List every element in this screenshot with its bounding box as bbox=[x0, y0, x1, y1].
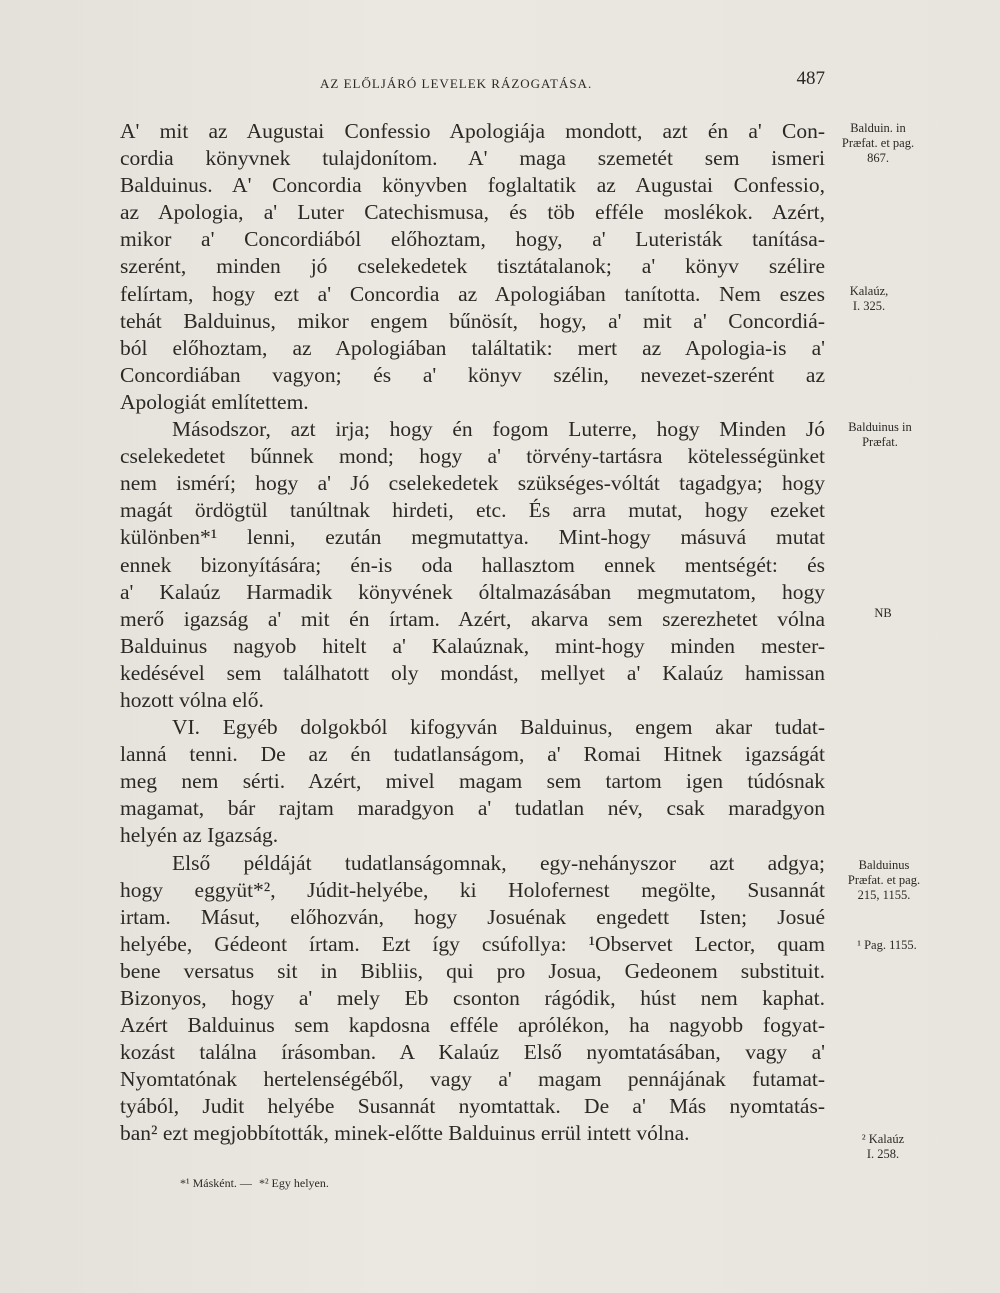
margin-note: Balduin. in Præfat. et pag. 867. bbox=[841, 121, 915, 165]
running-title: AZ ELŐLJÁRÓ LEVELEK RÁZOGATÁSA. bbox=[320, 76, 593, 91]
text-line: Apologiát említettem. bbox=[120, 389, 309, 414]
text-line: szerént, minden jó cselekedetek tisztátalanok; a' könyv szélire bbox=[120, 254, 825, 279]
page-header bbox=[120, 68, 825, 98]
margin-note: ¹ Pag. 1155. bbox=[857, 938, 917, 952]
text-line: Bizonyos, hogy a' mely Eb csonton rágódik, húst nem kaphat. bbox=[120, 986, 825, 1010]
text-line: ban² ezt megjobbították, minek-előtte Balduinus errül intett vólna. bbox=[120, 1121, 690, 1146]
text-line: különben*¹ lenni, ezután megmutattya. Mint-hogy másuvá mutat bbox=[120, 525, 825, 550]
text-line: ennek bizonyítására; én-is oda hallasztom ennek mentségét: és bbox=[120, 552, 825, 577]
text-line: helyébe, Gédeont írtam. Ezt így csúfollya: ¹Observet Lector, quam bbox=[120, 931, 825, 956]
footnote: *² Egy helyen. bbox=[258, 1176, 329, 1190]
text-line: nem ismérí; hogy a' Jó cselekedetek szükséges-vóltát tagadgya; hogy bbox=[120, 471, 825, 496]
text-line: kedésével sem találhatott oly mondást, mellyet a' Kalaúz hamissan bbox=[120, 660, 825, 685]
text-line: VI. Egyéb dolgokból kifogyván Balduinus, engem akar tudat- bbox=[172, 715, 825, 740]
text-line: lanná tenni. De az én tudatlanságom, a' Romai Hitnek igazságát bbox=[120, 742, 825, 767]
text-line: Balduinus. A' Concordia könyvben foglaltatik az Augustai Confessio, bbox=[120, 173, 825, 198]
text-line: tehát Balduinus, mikor engem bűnösít, hogy, a' mit a' Concordiá- bbox=[120, 308, 825, 333]
text-line: Concordiában vagyon; és a' könyv szélin, nevezet-szerént az bbox=[120, 362, 825, 387]
text-line: az Apologia, a' Luter Catechismusa, és töb efféle moslékok. Azért, bbox=[120, 200, 825, 225]
margin-note: Kalaúz, I. 325. bbox=[849, 284, 889, 313]
text-line: bene versatus sit in Bibliis, qui pro Josua, Gedeonem substituit. bbox=[120, 958, 825, 983]
text-line: merő igazság a' mit én írtam. Azért, akarva sem szerezhetet vólna bbox=[120, 606, 825, 631]
text-line: a' Kalaúz Harmadik könyvének óltalmazásában megmutatom, hogy bbox=[120, 579, 825, 604]
text-line: magamat, bár rajtam maradgyon a' tudatlan név, csak maradgyon bbox=[120, 796, 825, 821]
text-line: cordia könyvnek tulajdonítom. A' maga szemetét sem ismeri bbox=[120, 146, 825, 171]
text-line: helyén az Igazság. bbox=[120, 823, 279, 848]
margin-note: Balduinus Præfat. et pag. 215, 1155. bbox=[847, 858, 921, 902]
margin-note: ² Kalaúz I. 258. bbox=[861, 1132, 905, 1161]
text-line: irtam. Másut, előhozván, hogy Josuénak engedett Isten; Josué bbox=[120, 904, 825, 929]
text-line: felírtam, hogy ezt a' Concordia az Apologiában tanította. Nem eszes bbox=[120, 281, 825, 306]
text-line: Azért Balduinus sem kapdosna efféle aprólékon, ha nagyobb fogyat- bbox=[120, 1013, 825, 1038]
text-line: ból előhoztam, az Apologiában találtatik: mert az Apologia-is a' bbox=[120, 335, 825, 360]
footnote: *¹ Másként. — bbox=[180, 1176, 252, 1190]
footnotes bbox=[180, 1176, 333, 1191]
margin-note: Balduinus in Præfat. bbox=[848, 420, 912, 449]
text-line: Balduinus nagyob hitelt a' Kalaúznak, mint-hogy minden mester- bbox=[120, 633, 825, 658]
text-line: Nyomtatónak hertelenségéből, vagy a' magam pennájának futamat- bbox=[120, 1067, 825, 1092]
text-line: magát ördögtül tanúltnak hirdeti, etc. És arra mutat, hogy ezeket bbox=[120, 498, 825, 523]
text-line: kozást találna írásomban. A Kalaúz Első nyomtatásában, vagy a' bbox=[120, 1040, 825, 1065]
text-line: Első példáját tudatlanságomnak, egy-nehányszor azt adgya; bbox=[172, 850, 825, 875]
body-text bbox=[120, 118, 825, 1148]
text-line: cselekedetet bűnnek mond; hogy a' törvény-tartásra kötelességünket bbox=[120, 444, 825, 469]
text-line: hogy eggyüt*², Júdit-helyébe, ki Holofernest megölte, Susannát bbox=[120, 877, 825, 902]
text-line: hozott vólna elő. bbox=[120, 687, 264, 712]
text-line: A' mit az Augustai Confessio Apologiája mondott, azt én a' Con- bbox=[120, 119, 825, 143]
margin-notes bbox=[830, 0, 990, 1293]
text-line: tyából, Judit helyébe Susannát nyomtattak. De a' Más nyomtatás- bbox=[120, 1094, 825, 1119]
margin-note: NB bbox=[874, 606, 892, 620]
text-line: mikor a' Concordiából előhoztam, hogy, a' Luteristák tanítása- bbox=[120, 227, 825, 252]
text-line: meg nem sérti. Azért, mivel magam sem tartom igen túdósnak bbox=[120, 769, 825, 794]
text-line: Másodszor, azt irja; hogy én fogom Luterre, hogy Minden Jó bbox=[172, 417, 825, 442]
page-number: 487 bbox=[796, 68, 825, 89]
